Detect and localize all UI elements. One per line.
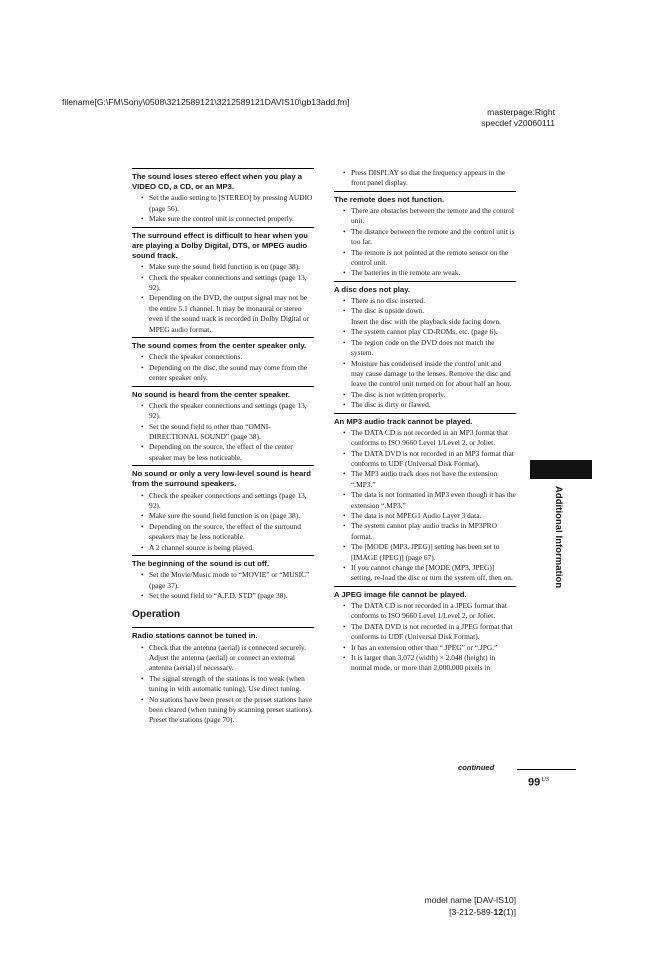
- bullet: • The DATA DVD is not recorded in a JPEG format that conforms to UDF (Universal Disk Format).: [334, 622, 516, 643]
- right-column: [334, 168, 516, 674]
- page-number-suffix: US: [541, 776, 550, 783]
- part-number-a: [3-212-589-: [449, 907, 494, 917]
- side-tab-label: Additional Information: [554, 486, 565, 589]
- continued-rule: [517, 769, 576, 770]
- heading-stereo-effect: The sound loses stereo effect when you play a VIDEO CD, a CD, or an MP3.: [132, 168, 314, 192]
- bullet: • Check the speaker connections and settings (page 13, 92).: [132, 273, 314, 294]
- bullet: • The DATA DVD is not recorded in an MP3 format that conforms to UDF (Universal Disk Format).: [334, 449, 516, 470]
- heading-remote: The remote does not function.: [334, 191, 516, 205]
- bullet: • It is larger than 3,072 (width) × 2,048 (height) in normal mode, or more than 2,000,000 pixels in: [334, 653, 516, 674]
- bullet: • The system cannot play audio tracks in MP3PRO format.: [334, 521, 516, 542]
- bullet: • Set the Movie/Music mode to “MOVIE” or “MUSIC” (page 37).: [132, 570, 314, 591]
- bullet: • There are obstacles between the remote and the control unit.: [334, 206, 516, 227]
- bullet: • Check the speaker connections and settings (page 13, 92).: [132, 401, 314, 422]
- bullet: • The DATA CD is not recorded in a JPEG format that conforms to ISO 9660 Level 1/Level 2, or Joliet.: [334, 601, 516, 622]
- bullet: • Check the speaker connections and settings (page 13, 92).: [132, 491, 314, 512]
- bullet: • The remote is not pointed at the remote sensor on the control unit.: [334, 248, 516, 269]
- bullet: • The MP3 audio track does not have the extension “.MP3.”: [334, 469, 516, 490]
- heading-mp3-not-play: An MP3 audio track cannot be played.: [334, 413, 516, 427]
- bullet: [334, 306, 516, 327]
- bullet: • There is no disc inserted.: [334, 296, 516, 306]
- specdef-line: specdef v20060111: [481, 118, 555, 128]
- bullet: • Moisture has condensed inside the control unit and may cause damage to the lenses. Remove the disc and leave the control unit turned on for about half an hour.: [334, 359, 516, 390]
- bullet: • The DATA CD is not recorded in an MP3 format that conforms to ISO 9660 Level 1/Level 2, or Joliet.: [334, 428, 516, 449]
- left-column: [132, 168, 314, 726]
- bullet: • The region code on the DVD does not match the system.: [334, 338, 516, 359]
- bullet: • The signal strength of the stations is too weak (when tuning in with automatic tuning). Use direct tuning.: [132, 674, 314, 695]
- bullet: • Check the speaker connections.: [132, 352, 314, 362]
- page-number-value: 99: [528, 776, 541, 789]
- bullet: • The distance between the remote and the control unit is too far.: [334, 227, 516, 248]
- bullet: • Set the sound field to other than “OMNI-DIRECTIONAL SOUND” (page 38).: [132, 422, 314, 443]
- section-title-operation: Operation: [132, 609, 181, 621]
- bullet: • If you cannot change the [MODE (MP3, JPEG)] setting, re-load the disc or turn the system off, then on.: [334, 563, 516, 584]
- heading-no-center-sound: No sound is heard from the center speaker.: [132, 386, 314, 400]
- bullet: • Depending on the DVD, the output signal may not be the entire 5.1 channel. It may be monaural or stereo even if the sound track is recorded in Dolby Digital or MPEG audio format.: [132, 293, 314, 335]
- bullet: • Set the audio setting to [STEREO] by pressing AUDIO (page 56).: [132, 193, 314, 214]
- bullet: • Make sure the sound field function is on (page 38).: [132, 262, 314, 272]
- bullet: • The disc is dirty or flawed.: [334, 400, 516, 410]
- bullet: • The data is not MPEG1 Audio Layer 3 data.: [334, 511, 516, 521]
- bullet: • The [MODE (MP3, JPEG)] setting has been set to [IMAGE (JPEG)] (page 67).: [334, 542, 516, 563]
- bullet: • Depending on the source, the effect of the center speaker may be less noticeable.: [132, 442, 314, 463]
- heading-radio-tuning: Radio stations cannot be tuned in.: [132, 627, 314, 641]
- part-number-line: [449, 907, 516, 918]
- bullet: • A 2 channel source is being played.: [132, 543, 314, 553]
- section-tab-marker: [530, 460, 592, 479]
- bullet-subnote: Insert the disc with the playback side facing down.: [351, 316, 502, 326]
- bullet: • The disc is not written properly.: [334, 390, 516, 400]
- part-number-c: (1)]: [503, 907, 516, 917]
- bullet: • Make sure the sound field function is on (page 38).: [132, 511, 314, 521]
- bullet: • It has an extension other than “.JPEG” or “.JPG.”: [334, 643, 516, 653]
- part-number-b: 12: [493, 907, 504, 917]
- masterpage-line: masterpage:Right: [487, 107, 555, 117]
- bullet: • Depending on the disc, the sound may come from the center speaker only.: [132, 363, 314, 384]
- bullet: • The data is not formatted in MP3 even though it has the extension “.MP3.”: [334, 490, 516, 511]
- model-name-line: model name [DAV-IS10]: [424, 895, 516, 905]
- filename-line: filename[G:\FM\Sony\0508\3212589121\3212589121DAVIS10\gb13add.fm]: [62, 97, 350, 107]
- page-number: [528, 776, 549, 789]
- heading-surround-effect: The surround effect is difficult to hear when you are playing a Dolby Digital, DTS, or MPEG audio sound track.: [132, 227, 314, 262]
- bullet: • Depending on the source, the effect of the surround speakers may be less noticeable.: [132, 522, 314, 543]
- bullet: • The batteries in the remote are weak.: [334, 268, 516, 278]
- bullet: • The system cannot play CD-ROMs, etc. (page 6).: [334, 327, 516, 337]
- bullet: • Set the sound field to “A.F.D. STD” (page 38).: [132, 591, 314, 601]
- heading-no-surround-sound: No sound or only a very low-level sound is heard from the surround speakers.: [132, 465, 314, 489]
- heading-disc-not-play: A disc does not play.: [334, 281, 516, 295]
- bullet: • Check that the antenna (aerial) is connected securely. Adjust the antenna (aerial) or connect an external antenna (aerial) if necessary.: [132, 643, 314, 674]
- bullet-text: The disc is upside down.: [351, 306, 425, 316]
- continued-label: continued: [458, 763, 495, 772]
- bullet: • Press DISPLAY so that the frequency appears in the front panel display.: [334, 168, 516, 189]
- heading-center-only: The sound comes from the center speaker only.: [132, 337, 314, 351]
- bullet: • Make sure the control unit is connected properly.: [132, 214, 314, 224]
- bullet: • No stations have been preset or the preset stations have been cleared (when tuning by scanning preset stations). Preset the stations (page 70).: [132, 695, 314, 726]
- heading-sound-cut-off: The beginning of the sound is cut off.: [132, 555, 314, 569]
- heading-jpeg-not-play: A JPEG image file cannot be played.: [334, 586, 516, 600]
